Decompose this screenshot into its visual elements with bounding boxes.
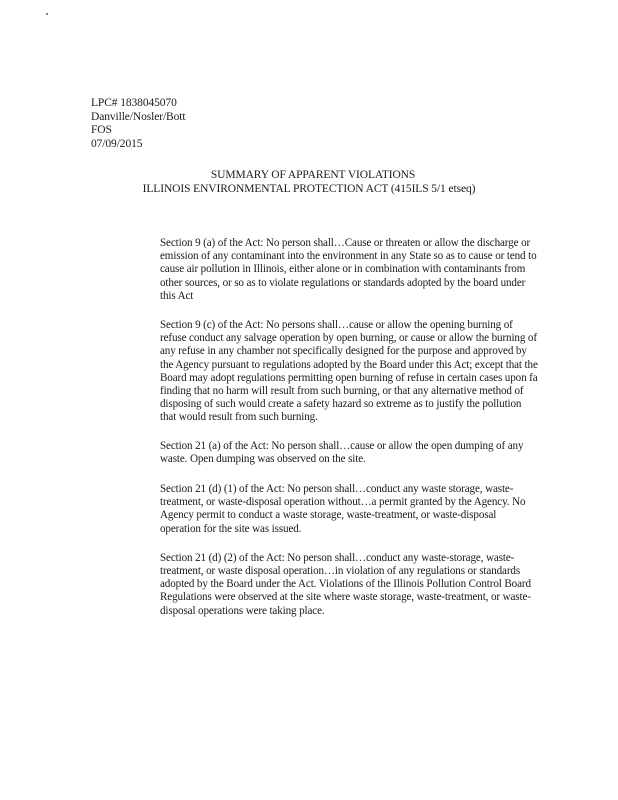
violations-list: [160, 237, 538, 634]
site-name: Danville/Nosler/Bott: [91, 110, 186, 123]
office-code: FOS: [91, 124, 112, 136]
violation-section-9c: Section 9 (c) of the Act: No persons shall…cause or allow the opening burning of refuse conduct any salvage operation by open burning, or cause or allow the burning of any refuse in any chamber not specifically designed for the purpose and approved by the Agency pursuant to regulations adopted by the Board under this Act; except that the Board may adopt regulations permitting open burning of refuse in certain cases upon fa finding that no harm will result from such burning, or that any alternative method of disposing of such would create a safety hazard so extreme as to justify the pollution that would result from such burning.: [160, 319, 538, 424]
title-line-2: ILLINOIS ENVIRONMENTAL PROTECTION ACT (415ILS 5/1 etseq): [142, 183, 476, 195]
scan-speck: [46, 13, 48, 15]
document-header: [91, 97, 185, 151]
document-title: [0, 168, 618, 196]
violation-section-21d2: Section 21 (d) (2) of the Act: No person shall…conduct any waste-storage, waste-treatment, or waste disposal operation…in violation of any regulations or standards adopted by the Board under the Act. Violations of the Illinois Pollution Control Board Regulations were observed at the site where waste storage, waste-treatment, or waste-disposal operations were taking place.: [160, 551, 531, 617]
document-date: 07/09/2015: [91, 137, 143, 150]
violation-section-21d1: Section 21 (d) (1) of the Act: No person shall…conduct any waste storage, waste-treatment, or waste-disposal operation without…a permit granted by the Agency. No Agency permit to conduct a waste storage, waste-treatment, or waste-disposal operation for the site was issued.: [160, 483, 526, 535]
title-line-1: SUMMARY OF APPARENT VIOLATIONS: [210, 169, 416, 181]
lpc-number: LPC# 1838045070: [91, 97, 177, 109]
violation-section-21a: Section 21 (a) of the Act: No person shall…cause or allow the open dumping of any waste. Open dumping was observed on the site.: [160, 439, 524, 465]
violation-section-9a: Section 9 (a) of the Act: No person shall…Cause or threaten or allow the discharge or emission of any contaminant into the environment in any State so as to cause or tend to cause air pollution in Illinois, either alone or in combination with contaminants from other sources, or so as to violate regulations or standards adopted by the board under this Act: [160, 237, 537, 302]
